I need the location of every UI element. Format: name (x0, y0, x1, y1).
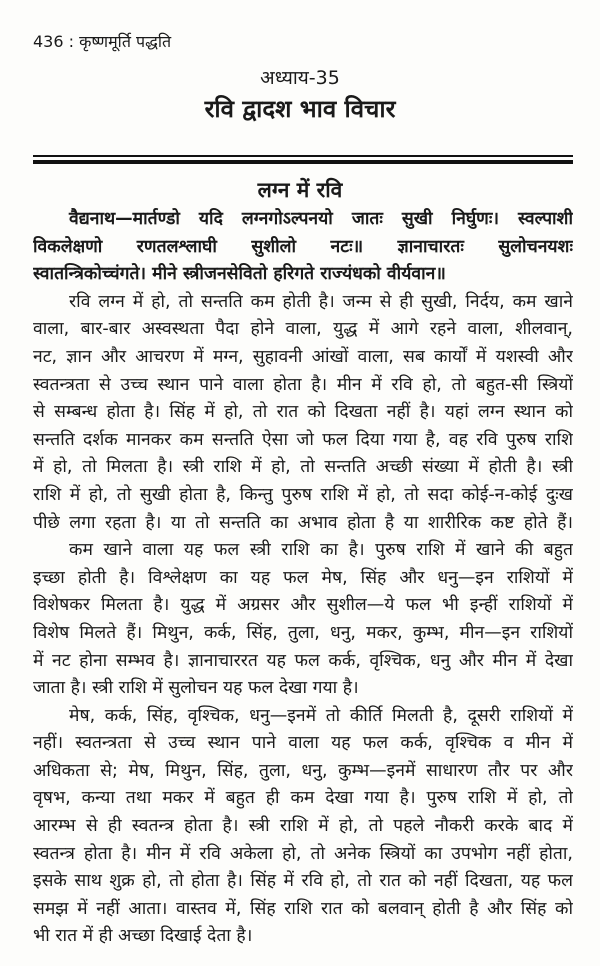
paragraph-1 (33, 289, 573, 537)
text-line: नहीं। स्वतन्त्रता से उच्च स्थान पाने वाला यह फल कर्क, वृश्चिक व मीन में (33, 733, 573, 754)
verse-line: वैद्यनाथ—मार्तण्डो यदि लग्नगोऽल्पनयो जातः सुखी निर्घुणः। स्वल्पाशी (69, 209, 573, 229)
text-line: में हो, तो मिलता है। स्त्री राशि में हो, तो सन्तति अच्छी संख्या में होती है। स्त्री (33, 457, 573, 478)
text-line: से सम्बन्ध होता है। सिंह में हो, तो रात को दिखता नहीं है। यहां लग्न स्थान को (33, 402, 573, 423)
text-line: वाला, बार-बार अस्वस्थता पैदा होने वाला, युद्ध में आगे रहने वाला, शीलवान्, (33, 319, 573, 340)
verse-quote (33, 206, 573, 289)
text-line: भी रात में ही अच्छा दिखाई देता है। (33, 926, 253, 947)
section-heading: लग्न में रवि (257, 178, 343, 202)
text-line: अधिकता से; मेष, मिथुन, सिंह, तुला, धनु, कुम्भ—इनमें साधारण तौर पर और (33, 760, 573, 781)
chapter-number: अध्याय-35 (260, 67, 340, 89)
text-line: सन्तति दर्शक मानकर कम सन्तति ऐसा जो फल दिया गया है, वह रवि पुरुष राशि (33, 429, 573, 450)
body-text (33, 206, 573, 951)
text-line: स्वतन्त्र होता है। मीन में रवि अकेला हो, तो अनेक स्त्रियों का उपभोग नहीं होता, (33, 843, 573, 864)
paragraph-3 (33, 703, 573, 951)
verse-line: विकलेक्षणो रणतलश्लाघी सुशीलो नटः॥ ज्ञानाचारतः सुलोचनयशः (33, 236, 573, 257)
divider-thick (33, 160, 573, 164)
chapter-title: रवि द्वादश भाव विचार (204, 95, 396, 123)
verse-line: स्वातन्त्रिकोच्चंगते। मीने स्त्रीजनसेवितो हरिगते राज्यंधको वीर्यवान॥ (33, 264, 446, 285)
text-line: कम खाने वाला यह फल स्त्री राशि का है। पुरुष राशि में खाने की बहुत (69, 540, 573, 561)
text-line: स्वतन्त्रता से उच्च स्थान पाने वाला होता है। मीन में रवि हो, तो बहुत-सी स्त्रियों (33, 374, 573, 395)
text-line: रवि लग्न में हो, तो सन्तति कम होती है। जन्म से ही सुखी, निर्दय, कम खाने (69, 291, 573, 312)
text-line: इच्छा होती है। विश्लेक्षण का यह फल मेष, सिंह और धनु—इन राशियों में (33, 567, 573, 588)
text-line: जाता है। स्त्री राशि में सुलोचन यह फल देखा गया है। (33, 678, 359, 699)
running-head: 436 : कृष्णमूर्ति पद्धति (33, 32, 172, 51)
divider-thin (33, 155, 573, 157)
text-line: राशि में हो, तो सुखी होता है, किन्तु पुरुष राशि में हो, तो सदा कोई-न-कोई दुःख (33, 484, 573, 505)
text-line: विशेषकर मिलता है। युद्ध में अग्रसर और सुशील—ये फल भी इन्हीं राशियों में (33, 595, 573, 616)
text-line: पीछे लगा रहता है। या तो सन्तति का अभाव होता है या शारीरिक कष्ट होते हैं। (33, 512, 573, 533)
text-line: नट, ज्ञान और आचरण में मग्न, सुहावनी आंखों वाला, सब कार्यों में यशस्वी और (33, 346, 573, 367)
text-line: में नट होना सम्भव है। ज्ञानाचाररत यह फल कर्क, वृश्चिक, धनु और मीन में देखा (33, 650, 573, 671)
paragraph-2 (33, 537, 573, 703)
text-line: विशेष मिलते हैं। मिथुन, कर्क, सिंह, तुला, धनु, मकर, कुम्भ, मीन—इन राशियों (33, 622, 573, 643)
text-line: आरम्भ से ही स्वतन्त्र होता है। स्त्री राशि में हो, तो पहले नौकरी करके बाद में (33, 816, 573, 837)
text-line: इसके साथ शुक्र हो, तो होता है। सिंह में रवि हो, तो रात को नहीं दिखता, यह फल (33, 871, 573, 892)
text-line: मेष, कर्क, सिंह, वृश्चिक, धनु—इनमें तो कीर्ति मिलती है, दूसरी राशियों में (69, 705, 573, 726)
text-line: वृषभ, कन्या तथा मकर में बहुत ही कम देखा गया है। पुरुष राशि में हो, तो (33, 788, 573, 809)
text-line: समझ में नहीं आता। वास्तव में, सिंह राशि रात को बलवान् होती है और सिंह को (33, 898, 573, 919)
